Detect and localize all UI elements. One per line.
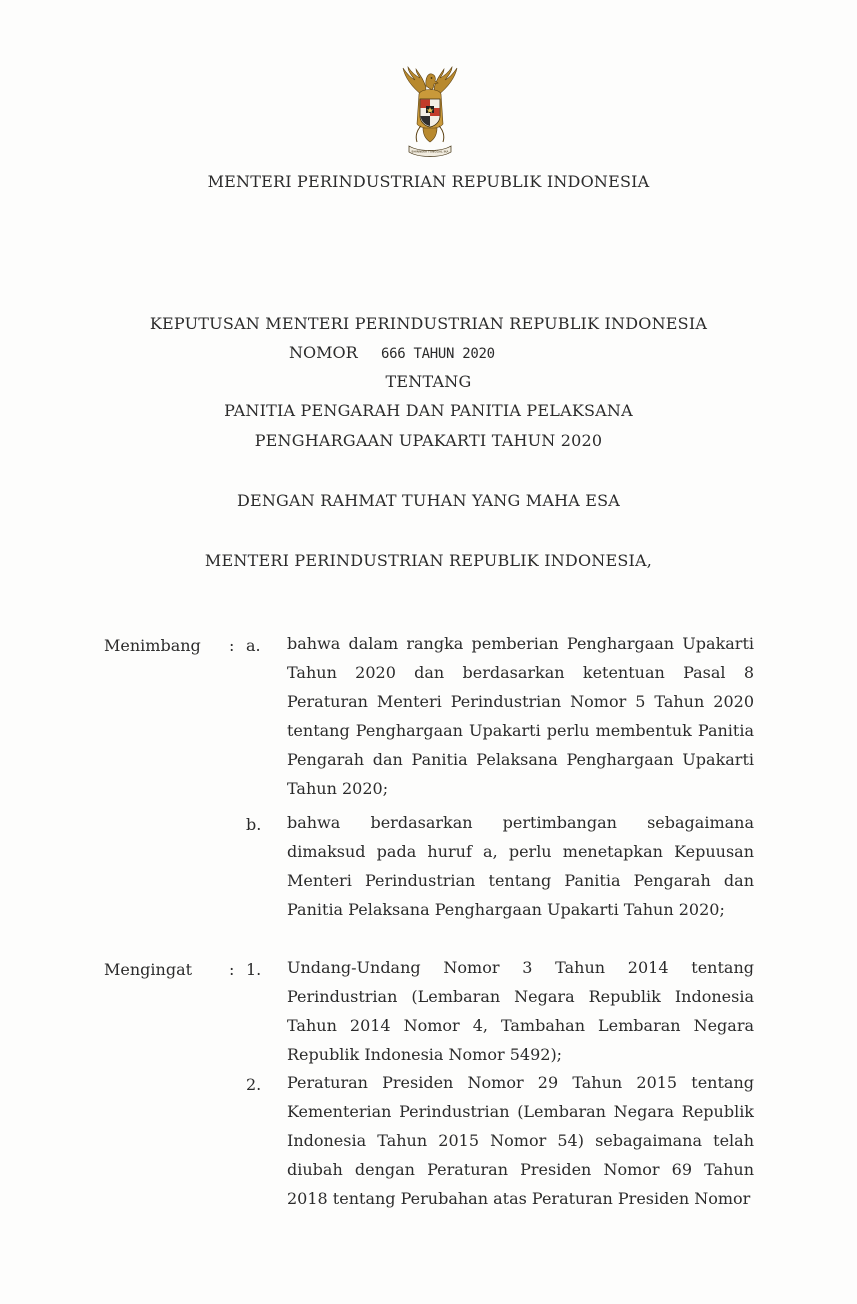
nomor-value: 666 TAHUN 2020 (381, 346, 495, 362)
menimbang-item-b: bahwa berdasarkan pertimbangan sebagaimana dimaksud pada huruf a, perlu menetapkan Kepuusan Menteri Perindustrian tentang Panitia Pengarah dan Panitia Pelaksana Penghargaan Upakarti Tahun 2020; (287, 813, 754, 919)
ministry-header: MENTERI PERINDUSTRIAN REPUBLIK INDONESIA (207, 172, 650, 191)
tentang-heading: TENTANG (385, 372, 472, 391)
motto-text: BHINNEKA TUNGGAL IKA (411, 149, 449, 154)
menimbang-marker-b: b. (246, 815, 262, 834)
mengingat-item-2: Peraturan Presiden Nomor 29 Tahun 2015 tentang Kementerian Perindustrian (Lembaran Negara Republik Indonesia Tahun 2015 Nomor 54) sebagaimana telah diubah dengan Peraturan Presiden Nomor 69 Tahun 2018 tentang Perubahan atas Peraturan Presiden Nomor (287, 1073, 754, 1208)
subject-line-1: PANITIA PENGARAH DAN PANITIA PELAKSANA (224, 401, 633, 420)
mengingat-item-1: Undang-Undang Nomor 3 Tahun 2014 tentang Perindustrian (Lembaran Negara Republik Indonesia Tahun 2014 Nomor 4, Tambahan Lembaran Negara Republik Indonesia Nomor 5492); (287, 958, 754, 1064)
menimbang-item-a: bahwa dalam rangka pemberian Penghargaan Upakarti Tahun 2020 dan berdasarkan ketentuan Pasal 8 Peraturan Menteri Perindustrian Nomor 5 Tahun 2020 tentang Penghargaan Upakarti perlu membentuk Panitia Pengarah dan Panitia Pelaksana Penghargaan Upakarti Tahun 2020; (287, 634, 754, 798)
issuer-line: MENTERI PERINDUSTRIAN REPUBLIK INDONESIA, (204, 551, 653, 570)
mengingat-marker-2: 2. (246, 1075, 262, 1094)
decree-title: KEPUTUSAN MENTERI PERINDUSTRIAN REPUBLIK INDONESIA (149, 314, 708, 333)
menimbang-label: Menimbang (104, 636, 201, 655)
mengingat-marker-1: 1. (246, 960, 262, 979)
mengingat-colon: : (229, 960, 235, 979)
nomor-label: NOMOR (289, 343, 358, 362)
mengingat-label: Mengingat (104, 960, 193, 979)
menimbang-marker-a: a. (246, 636, 261, 655)
subject-line-2: PENGHARGAAN UPAKARTI TAHUN 2020 (254, 431, 603, 450)
invocation: DENGAN RAHMAT TUHAN YANG MAHA ESA (236, 491, 621, 510)
menimbang-colon: : (229, 636, 235, 655)
decree-number (289, 343, 495, 362)
garuda-emblem-icon (399, 66, 461, 160)
